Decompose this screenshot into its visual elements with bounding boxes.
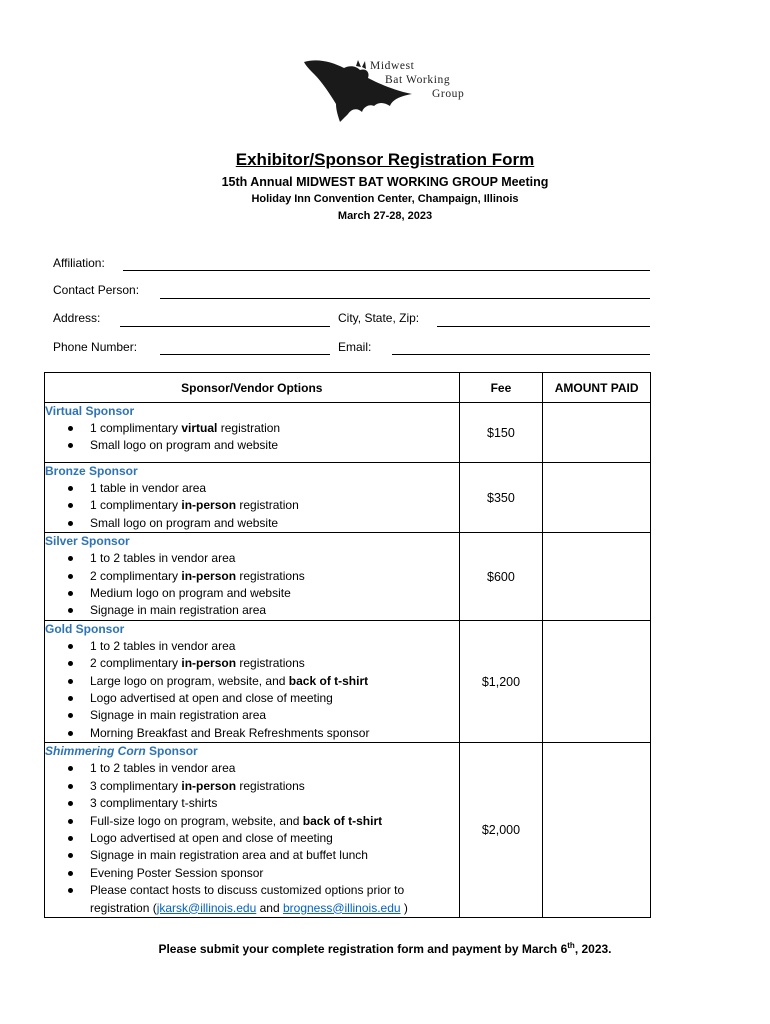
contact-person-field[interactable] [160, 298, 650, 299]
bronze-tier-name: Bronze Sponsor [45, 464, 138, 478]
phone-label: Phone Number: [53, 340, 138, 354]
list-item: Medium logo on program and website [45, 585, 459, 602]
virtual-fee: $150 [459, 403, 543, 463]
email-label: Email: [338, 340, 372, 354]
address-field[interactable] [120, 326, 330, 327]
bronze-options [45, 463, 460, 533]
list-item: 2 complimentary in-person registrations [45, 568, 459, 585]
silver-fee: $600 [459, 533, 543, 621]
list-item: 2 complimentary in-person registrations [45, 655, 459, 672]
affiliation-field[interactable] [123, 270, 650, 271]
city-state-zip-label: City, State, Zip: [338, 311, 420, 325]
table-row-gold [45, 620, 651, 742]
list-item: Large logo on program, website, and back of t-shirt [45, 673, 459, 690]
organization-logo [300, 56, 490, 126]
header-fee: Fee [459, 373, 543, 403]
meeting-name: 15th Annual MIDWEST BAT WORKING GROUP Meeting [221, 175, 549, 189]
list-item: 1 table in vendor area [45, 480, 459, 497]
virtual-options [45, 403, 460, 463]
list-item: Signage in main registration area and at buffet lunch [45, 847, 459, 864]
silver-amount-paid[interactable] [543, 533, 651, 621]
bronze-fee: $350 [459, 463, 543, 533]
form-title: Exhibitor/Sponsor Registration Form [235, 150, 535, 169]
list-item: 3 complimentary in-person registrations [45, 778, 459, 795]
silver-options [45, 533, 460, 621]
logo-text-line-2: Bat Working [385, 74, 451, 86]
list-item: 1 to 2 tables in vendor area [45, 638, 459, 655]
contact-person-label: Contact Person: [53, 283, 140, 297]
list-item: 1 complimentary in-person registration [45, 497, 459, 514]
list-item: Evening Poster Session sponsor [45, 865, 459, 882]
gold-options [45, 620, 460, 742]
list-item: Signage in main registration area [45, 707, 459, 724]
table-row-silver [45, 533, 651, 621]
list-item: Logo advertised at open and close of meeting [45, 690, 459, 707]
email-link-brogness[interactable]: brogness@illinois.edu [282, 900, 401, 915]
gold-amount-paid[interactable] [543, 620, 651, 742]
submission-deadline-note: Please submit your complete registration form and payment by March 6th, 2023. [158, 941, 612, 956]
header-options: Sponsor/Vendor Options [45, 373, 460, 403]
shimmering-corn-tier-name: Shimmering Corn Sponsor [45, 744, 198, 759]
gold-tier-name: Gold Sponsor [45, 621, 125, 636]
city-state-zip-field[interactable] [437, 326, 650, 327]
virtual-tier-name: Virtual Sponsor [45, 404, 135, 418]
list-item: Morning Breakfast and Break Refreshments sponsor [45, 725, 459, 742]
address-label: Address: [53, 311, 101, 325]
list-item: Please contact hosts to discuss customized options prior to registration (jkarsk@illinois.edu and brogness@illinois.edu ) [45, 882, 459, 917]
meeting-dates: March 27-28, 2023 [337, 210, 433, 222]
gold-fee: $1,200 [459, 620, 543, 742]
email-field[interactable] [392, 354, 650, 355]
list-item: Small logo on program and website [45, 515, 459, 532]
virtual-amount-paid[interactable] [543, 403, 651, 463]
list-item: 1 to 2 tables in vendor area [45, 760, 459, 777]
list-item: Signage in main registration area [45, 602, 459, 619]
email-link-jkarsk[interactable]: jkarsk@illinois.edu [156, 900, 257, 915]
table-header-row [45, 373, 651, 403]
list-item: Small logo on program and website [45, 437, 459, 454]
bronze-amount-paid[interactable] [543, 463, 651, 533]
logo-text-line-3: Group [432, 88, 465, 100]
silver-tier-name: Silver Sponsor [45, 534, 130, 549]
affiliation-label: Affiliation: [53, 256, 105, 270]
list-item: Full-size logo on program, website, and back of t-shirt [45, 813, 459, 830]
sponsor-options-table [44, 372, 651, 918]
shimmering-corn-options [45, 743, 460, 918]
meeting-venue: Holiday Inn Convention Center, Champaign, Illinois [251, 193, 519, 205]
logo-text-line-1: Midwest [370, 60, 415, 72]
table-row-shimmering-corn [45, 743, 651, 918]
shimmering-corn-amount-paid[interactable] [543, 743, 651, 918]
header-amount-paid: AMOUNT PAID [543, 373, 651, 403]
table-row-bronze [45, 463, 651, 533]
list-item: 3 complimentary t-shirts [45, 795, 459, 812]
list-item: Logo advertised at open and close of meeting [45, 830, 459, 847]
list-item: 1 to 2 tables in vendor area [45, 550, 459, 567]
shimmering-corn-fee: $2,000 [459, 743, 543, 918]
table-row-virtual [45, 403, 651, 463]
list-item: 1 complimentary virtual registration [45, 420, 459, 437]
phone-field[interactable] [160, 354, 330, 355]
